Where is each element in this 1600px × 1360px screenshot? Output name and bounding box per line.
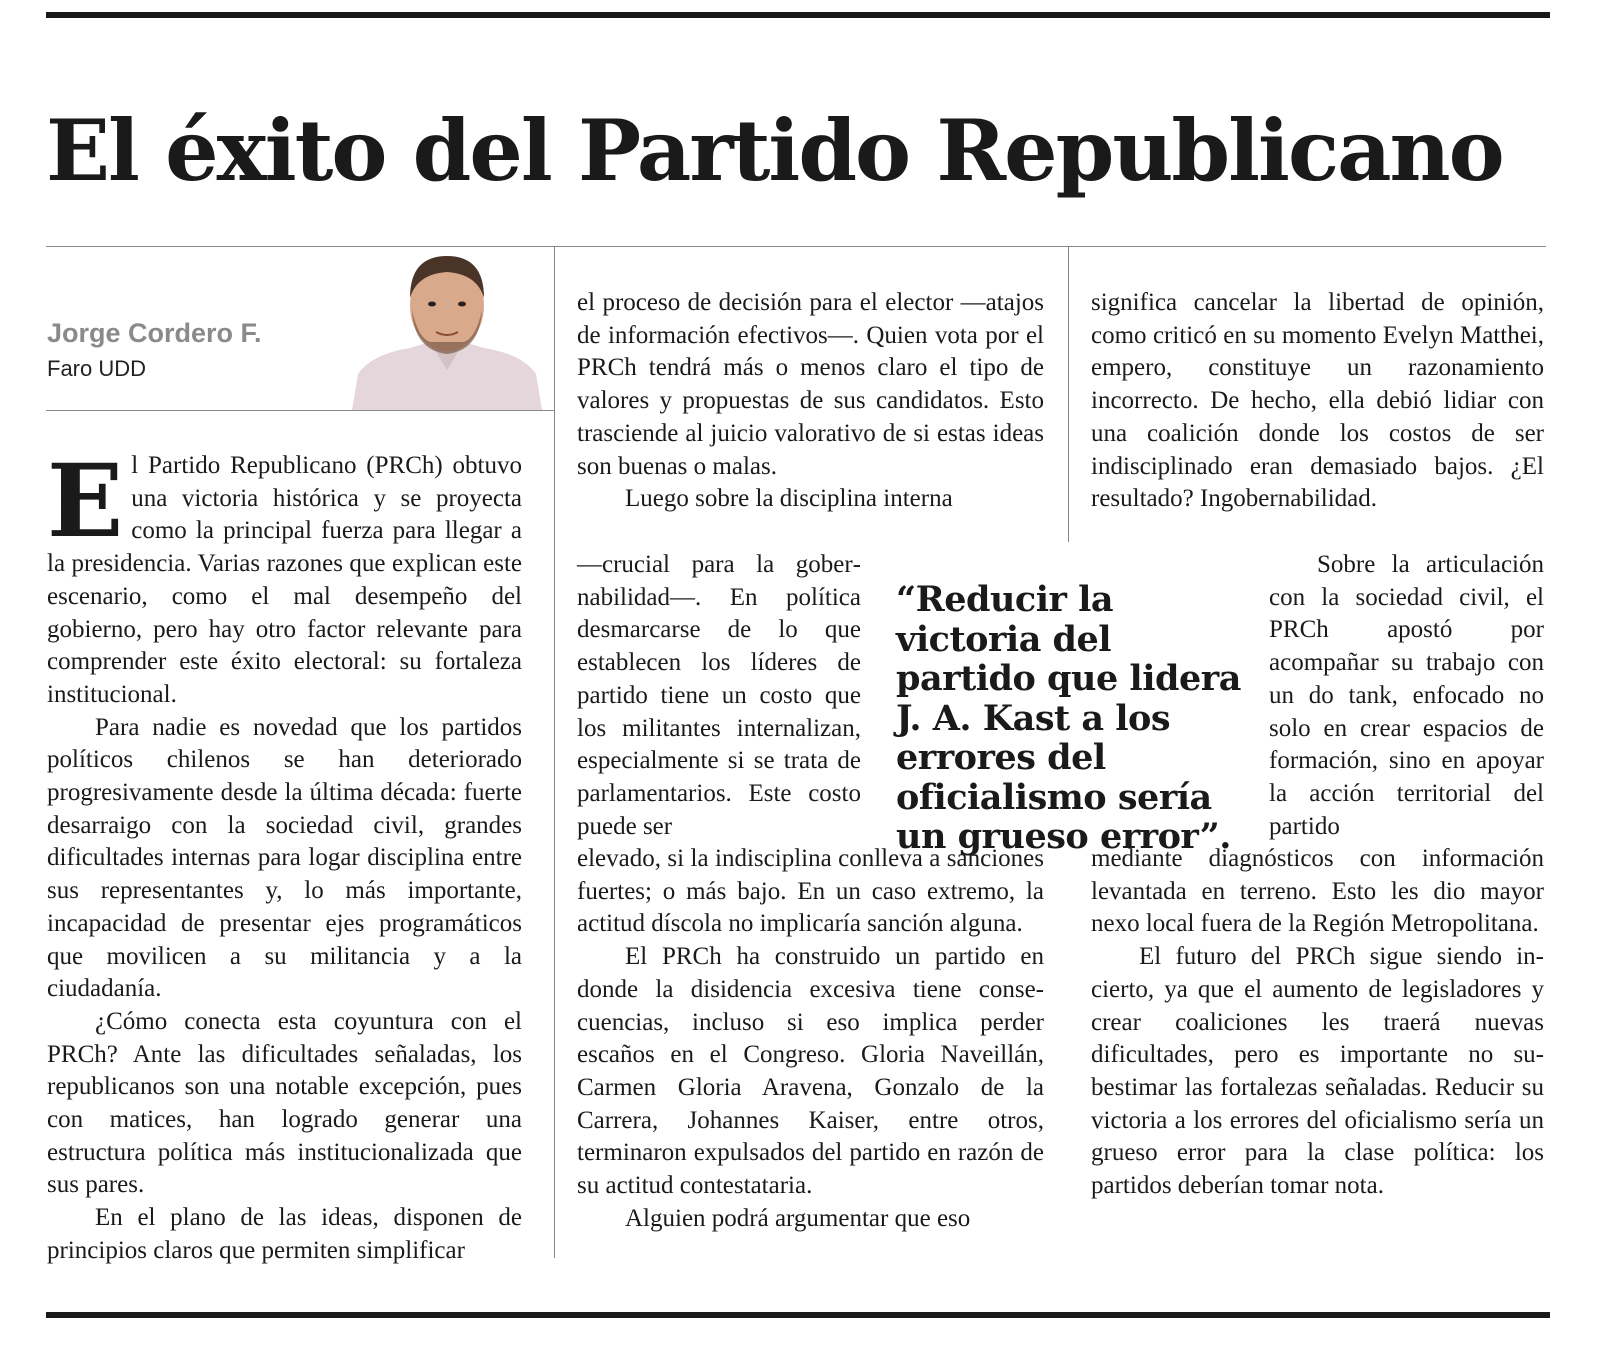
paragraph: En el plano de las ideas, disponen de principios claros que permiten simplificar [47,1204,522,1264]
article-column-2-wrap [577,549,861,843]
column-divider-2 [1068,246,1069,542]
article-column-3-wrap [1269,549,1544,843]
paragraph: —crucial para la gobernabilidad—. En política desmarcarse de lo que establecen los líderes de partido tiene un costo que los militantes internalizan, especialmente si se trata de parlamentarios. Este costo puede ser [577,551,861,840]
column-divider-1 [554,246,555,1258]
paragraph: El futuro del PRCh sigue siendo incierto, ya que el aumento de legisladores y crear coaliciones les traerá nuevas dificultades, pero es importante no subestimar las fortalezas señaladas. Reducir su victoria a los errores del oficialismo sería un grueso error para la clase política: los partidos deberían tomar nota. [1091,943,1544,1200]
article-headline: El éxito del Partido Republicano [46,101,1503,200]
paragraph: El PRCh ha construido un partido en donde la disidencia excesiva tiene consecuencias, incluso si eso implica perder escaños en el Congreso. Gloria Naveillán, Carmen Gloria Aravena, Gonzalo de la Carrera, Johannes Kaiser, entre otros, terminaron expulsados del partido en razón de su actitud contestataria. [577,943,1044,1200]
paragraph: Luego sobre la disciplina interna [625,485,953,513]
byline-divider [46,410,554,411]
top-rule [46,12,1550,18]
paragraph: significa cancelar la libertad de opinión, como criticó en su momento Evelyn Matthei, empero, constituye un razonamiento incorrecto. De hecho, ella debió lidiar con una coalición donde los costos de ser indisciplinado eran demasiado bajos. ¿El resultado? Ingobernabilidad. [1091,289,1544,513]
author-affiliation: Faro UDD [47,356,147,381]
paragraph-text: l Partido Republicano (PRCh) obtuvo una victoria histórica y se proyecta como la principal fuerza para llegar a la presidencia. Varias razones que explican este escenario, como el mal desempeño del gobierno, pero hay otro factor relevante para comprender este éxito electoral: su fortaleza institucional. [47,452,522,708]
paragraph: Para nadie es novedad que los partidos políticos chilenos se han deteriorado progresivamente desde la última década: fuerte desarraigo con la sociedad civil, grandes dificultades internas para logar disciplina entre sus representantes y, lo más importante, incapacidad de presentar ejes programáticos que movilicen a su militancia y a la ciudadanía. [47,713,522,1003]
paragraph: Sobre la articulación con la sociedad civil, el PRCh apostó por acompañar su trabajo con un do tank, enfocado no solo en crear espacios de formación, sino en apoyar la acción territorial del partido [1269,551,1544,840]
header-divider [46,246,1546,247]
pull-quote: “Reducir la victoria del partido que lidera J. A. Kast a los errores del oficialismo sería un grueso error”. [896,579,1241,857]
bottom-rule [46,1312,1550,1318]
author-photo [352,250,542,410]
paragraph [47,442,522,712]
paragraph: elevado, si la indisciplina conlleva a sanciones fuertes; o más bajo. En un caso extremo, la actitud díscola no implicaría sanción alguna. [577,845,1044,938]
article-column-3 [1091,287,1544,516]
article-column-2-lower [577,843,1044,1235]
paragraph: el proceso de decisión para el elector —atajos de información efectivos—. Quien vota por el PRCh tendrá más o menos claro el tipo de valores y propuestas de sus candidatos. Esto trasciende al juicio valorativo de si estas ideas son buenas o malas. [577,289,1044,480]
paragraph: ¿Cómo conecta esta coyuntura con el PRCh? Ante las dificultades señaladas, los republicanos son una notable excepción, pues con matices, han logrado generar una estructura política más institucionalizada que sus pares. [47,1007,522,1199]
article-column-2 [577,287,1044,516]
article-column-3-lower [1091,843,1544,1203]
article-column-1 [47,442,522,1268]
paragraph: Alguien podrá argumentar que eso [625,1204,971,1232]
author-name: Jorge Cordero F. [47,318,262,348]
drop-cap: E [47,442,124,560]
paragraph: mediante diagnósticos con información levantada en terreno. Esto les dio mayor nexo local fuera de la Región Metropolitana. [1091,845,1544,938]
